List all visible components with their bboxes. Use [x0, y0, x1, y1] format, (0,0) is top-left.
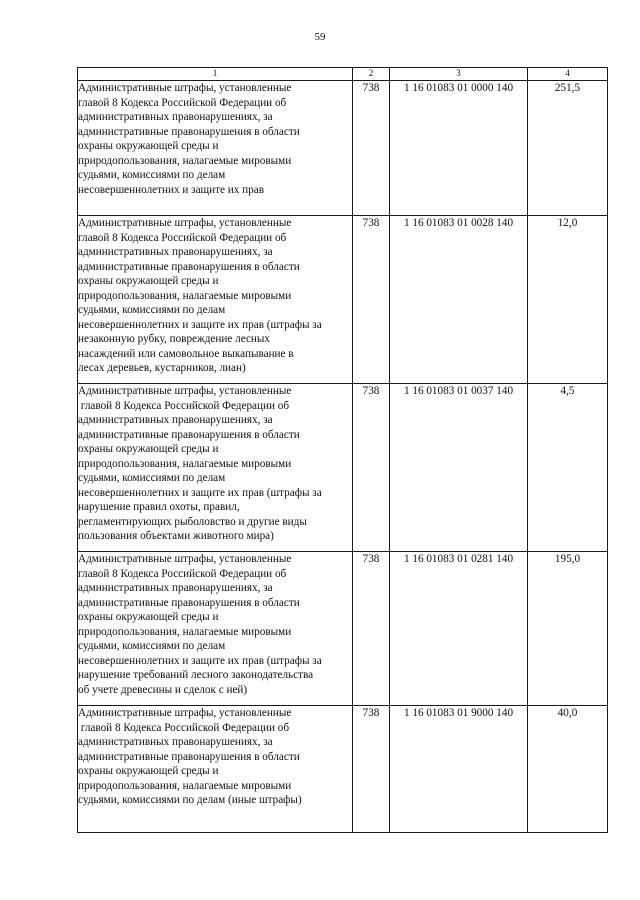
revenue-name: Административные штрафы, установленные главой 8 Кодекса Российской Федерации об административных правонарушениях, за административные правонарушения в области охраны окружающей среды и природопользования, налагаемые мировыми судьями, комиссиями по делам несовершеннолетних и защите их прав (штрафы за нарушение требований лесного законодательства об учете древесины и сделок с ней)	[78, 552, 353, 706]
amount-value: 40,0	[528, 706, 608, 833]
revenue-name: Административные штрафы, установленные главой 8 Кодекса Российской Федерации об административных правонарушениях, за административные правонарушения в области охраны окружающей среды и природопользования, налагаемые мировыми судьями, комиссиями по делам несовершеннолетних и защите их прав (штрафы за нарушение правил охоты, правил, регламентирующих рыболовство и другие виды пользования объектами животного мира)	[78, 384, 353, 552]
amount-value: 195,0	[528, 552, 608, 706]
administrator-code: 738	[353, 384, 390, 552]
page-number: 59	[314, 31, 326, 43]
revenue-name: Административные штрафы, установленные главой 8 Кодекса Российской Федерации об административных правонарушениях, за административные правонарушения в области охраны окружающей среды и природопользования, налагаемые мировыми судьями, комиссиями по делам несовершеннолетних и защите их прав (штрафы за незаконную рубку, повреждение лесных насаждений или самовольное выкапывание в лесах деревьев, кустарников, лиан)	[78, 216, 353, 384]
administrator-code: 738	[353, 81, 390, 216]
revenue-name: Административные штрафы, установленные главой 8 Кодекса Российской Федерации об административных правонарушениях, за административные правонарушения в области охраны окружающей среды и природопользования, налагаемые мировыми судьями, комиссиями по делам несовершеннолетних и защите их прав	[78, 81, 353, 216]
budget-table	[77, 67, 608, 833]
administrator-code: 738	[353, 552, 390, 706]
column-header-3: 3	[390, 68, 528, 81]
budget-classification-code: 1 16 01083 01 9000 140	[390, 706, 528, 833]
column-header-2: 2	[353, 68, 390, 81]
budget-classification-code: 1 16 01083 01 0037 140	[390, 384, 528, 552]
table-row	[78, 706, 608, 833]
column-header-1: 1	[78, 68, 353, 81]
administrator-code: 738	[353, 216, 390, 384]
budget-classification-code: 1 16 01083 01 0000 140	[390, 81, 528, 216]
amount-value: 251,5	[528, 81, 608, 216]
budget-classification-code: 1 16 01083 01 0281 140	[390, 552, 528, 706]
table-row	[78, 552, 608, 706]
revenue-name: Административные штрафы, установленные главой 8 Кодекса Российской Федерации об административных правонарушениях, за административные правонарушения в области охраны окружающей среды и природопользования, налагаемые мировыми судьями, комиссиями по делам (иные штрафы)	[78, 706, 353, 833]
column-header-4: 4	[528, 68, 608, 81]
amount-value: 4,5	[528, 384, 608, 552]
table-row	[78, 216, 608, 384]
header-row	[78, 68, 608, 81]
table-row	[78, 81, 608, 216]
administrator-code: 738	[353, 706, 390, 833]
table-row	[78, 384, 608, 552]
budget-classification-code: 1 16 01083 01 0028 140	[390, 216, 528, 384]
amount-value: 12,0	[528, 216, 608, 384]
